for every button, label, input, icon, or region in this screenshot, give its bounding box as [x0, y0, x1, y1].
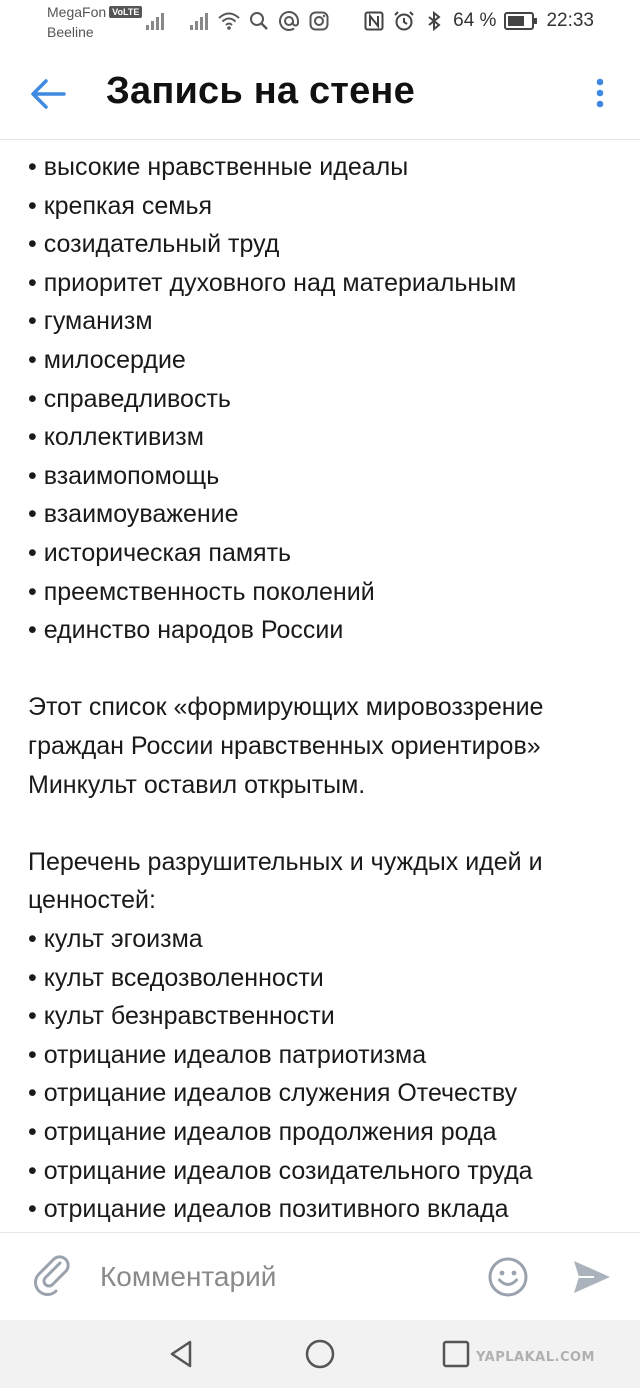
- back-button[interactable]: [28, 74, 68, 114]
- post-text-line: граждан России нравственных ориентиров»: [28, 732, 541, 760]
- send-icon: [570, 1257, 614, 1297]
- watermark: YAPLAKAL.COM: [476, 1350, 595, 1365]
- post-text-line: • взаимопомощь: [28, 461, 220, 490]
- post-text-line: • милосердие: [28, 346, 186, 374]
- carrier-1-label: MegaFon: [47, 4, 107, 20]
- post-text-line: • культ эгоизма: [28, 925, 203, 953]
- search-icon: [248, 10, 270, 32]
- post-text-line: • преемственность поколений: [28, 577, 375, 606]
- volte-badge: VoLTE: [109, 6, 142, 18]
- system-recents-button[interactable]: [440, 1338, 472, 1370]
- post-text-line: • справедливость: [28, 384, 231, 413]
- smiley-icon: [486, 1255, 530, 1299]
- status-bar: [0, 0, 640, 48]
- paperclip-icon: [30, 1255, 74, 1299]
- post-text-line: • культ безнравственности: [28, 1002, 335, 1031]
- battery-icon: [504, 11, 538, 31]
- instagram-icon: [308, 10, 330, 32]
- post-text-line: • единство народов России: [28, 616, 344, 645]
- page-title: Запись на стене: [106, 70, 415, 112]
- signal-icon: [188, 10, 210, 32]
- emoji-button[interactable]: [486, 1255, 530, 1299]
- post-text-line: • созидательный труд: [28, 230, 280, 259]
- system-back-button[interactable]: [166, 1338, 198, 1370]
- carrier-1: [47, 4, 142, 20]
- post-text-line: • культ вседозволенности: [28, 963, 324, 992]
- post-text-line: • взаимоуважение: [28, 500, 239, 529]
- status-icons-left: [144, 10, 330, 32]
- post-text-line: • приоритет духовного над материальным: [28, 268, 517, 297]
- post-text-line: Перечень разрушительных и чуждых идей и: [28, 847, 543, 876]
- carrier-2: Beeline: [47, 24, 94, 40]
- wifi-icon: [218, 10, 240, 32]
- square-recents-icon: [440, 1338, 472, 1370]
- comment-bar: [0, 1232, 640, 1320]
- post-text-line: • крепкая семья: [28, 191, 213, 220]
- post-text-line: ценностей:: [28, 886, 156, 915]
- nfc-icon: [363, 10, 385, 32]
- post-text-line: Этот список «формирующих мировоззрение: [28, 693, 544, 722]
- post-text-line: • отрицание идеалов созидательного труда: [28, 1156, 533, 1185]
- system-nav-bar: [0, 1320, 640, 1388]
- signal-icon: [144, 10, 166, 32]
- attach-button[interactable]: [30, 1255, 74, 1299]
- triangle-back-icon: [166, 1338, 198, 1370]
- send-button[interactable]: [570, 1257, 614, 1297]
- post-text-line: • отрицание идеалов позитивного вклада: [28, 1195, 509, 1224]
- comment-input[interactable]: [100, 1253, 470, 1301]
- app-header: [0, 48, 640, 140]
- system-home-button[interactable]: [304, 1338, 336, 1370]
- clock-time: 22:33: [546, 10, 594, 31]
- post-text-line: • коллективизм: [28, 423, 204, 452]
- post-text-line: • отрицание идеалов служения Отечеству: [28, 1079, 518, 1108]
- status-icons-right: [363, 10, 594, 32]
- alarm-icon: [393, 10, 415, 32]
- post-text-line: • отрицание идеалов патриотизма: [28, 1040, 427, 1069]
- post-text-line: • историческая память: [28, 539, 292, 567]
- more-vertical-icon: [590, 76, 610, 112]
- post-text-line: • гуманизм: [28, 307, 153, 336]
- battery-percent: 64 %: [453, 10, 497, 31]
- more-options-button[interactable]: [590, 76, 610, 112]
- circle-home-icon: [304, 1338, 336, 1370]
- post-content: [0, 140, 640, 1232]
- post-text-line: • высокие нравственные идеалы: [28, 153, 409, 181]
- bluetooth-icon: [423, 10, 445, 32]
- arrow-left-icon: [28, 74, 68, 114]
- post-text-line: • отрицание идеалов продолжения рода: [28, 1118, 497, 1146]
- at-icon: [278, 10, 300, 32]
- post-text-line: Минкульт оставил открытым.: [28, 770, 366, 799]
